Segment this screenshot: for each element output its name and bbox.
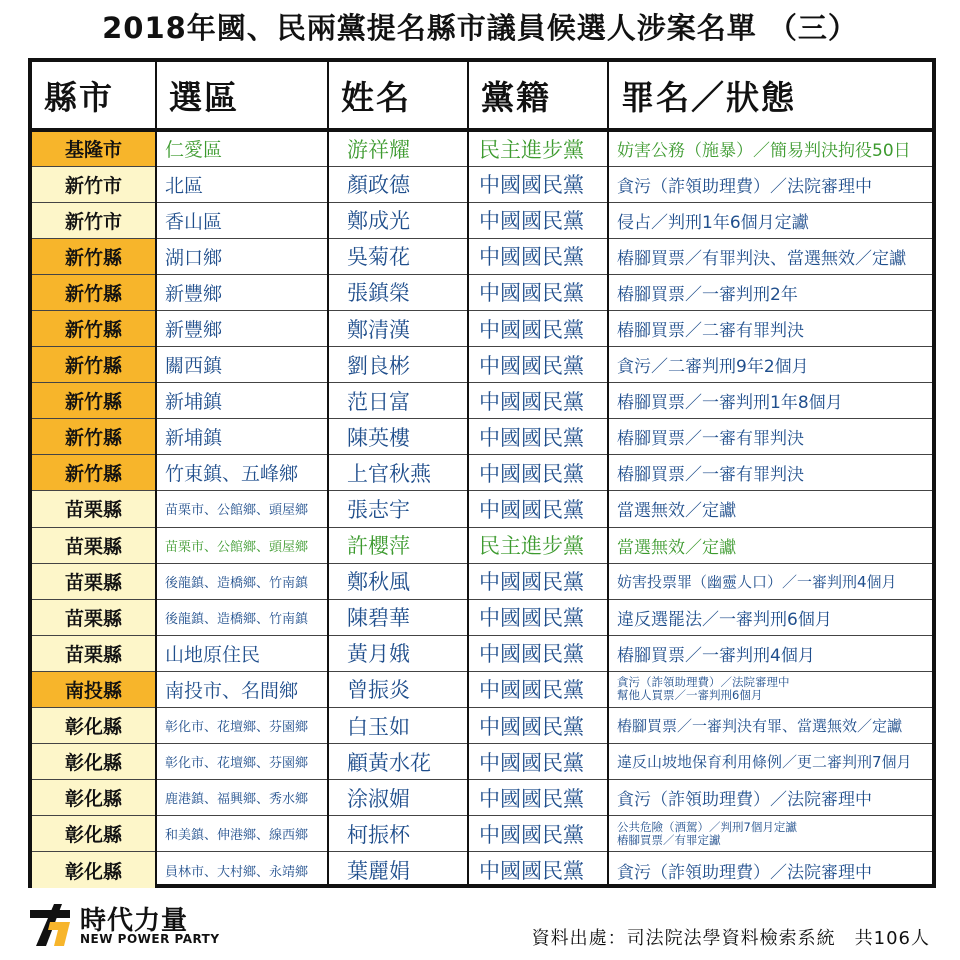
party-cell: 中國國民黨 bbox=[468, 816, 608, 852]
district-cell: 彰化市、花壇鄉、芬園鄉 bbox=[156, 708, 328, 744]
candidate-name-cell: 柯振杯 bbox=[328, 816, 468, 852]
candidate-name-cell: 許櫻萍 bbox=[328, 527, 468, 563]
charge-line: 侵占／判刑1年6個月定讞 bbox=[617, 212, 809, 233]
candidate-name-cell: 陳英樓 bbox=[328, 419, 468, 455]
candidate-name-cell: 劉良彬 bbox=[328, 347, 468, 383]
candidate-name-cell: 鄭秋風 bbox=[328, 563, 468, 599]
charge-line: 樁腳買票／一審判刑4個月 bbox=[617, 645, 815, 666]
candidate-name-cell: 曾振炎 bbox=[328, 671, 468, 707]
charge-status-cell bbox=[608, 347, 932, 383]
party-cell: 中國國民黨 bbox=[468, 455, 608, 491]
charge-line: 貪污／二審判刑9年2個月 bbox=[617, 357, 809, 378]
party-cell: 中國國民黨 bbox=[468, 202, 608, 238]
charge-status-cell bbox=[608, 852, 932, 888]
county-cell: 彰化縣 bbox=[32, 744, 156, 780]
table-body bbox=[32, 130, 932, 888]
county-cell: 彰化縣 bbox=[32, 816, 156, 852]
charge-line: 樁腳買票／有罪定讞 bbox=[617, 832, 721, 847]
table-row bbox=[32, 563, 932, 599]
party-cell: 中國國民黨 bbox=[468, 635, 608, 671]
charge-status-cell bbox=[608, 130, 932, 166]
district-cell: 新豐鄉 bbox=[156, 310, 328, 346]
party-cell: 民主進步黨 bbox=[468, 130, 608, 166]
charge-line: 當選無效／定讞 bbox=[617, 537, 736, 558]
logo-english-name: NEW POWER PARTY bbox=[80, 932, 220, 946]
party-cell: 中國國民黨 bbox=[468, 780, 608, 816]
candidate-name-cell: 張鎮榮 bbox=[328, 274, 468, 310]
district-cell: 湖口鄉 bbox=[156, 238, 328, 274]
district-cell: 南投市、名間鄉 bbox=[156, 671, 328, 707]
charge-status-cell bbox=[608, 455, 932, 491]
charge-status-cell bbox=[608, 274, 932, 310]
party-cell: 中國國民黨 bbox=[468, 563, 608, 599]
district-cell: 苗栗市、公館鄉、頭屋鄉 bbox=[156, 527, 328, 563]
party-cell: 中國國民黨 bbox=[468, 166, 608, 202]
table-row bbox=[32, 202, 932, 238]
candidate-name-cell: 葉麗娟 bbox=[328, 852, 468, 888]
candidate-name-cell: 上官秋燕 bbox=[328, 455, 468, 491]
party-cell: 中國國民黨 bbox=[468, 419, 608, 455]
table-row bbox=[32, 383, 932, 419]
table-row bbox=[32, 238, 932, 274]
party-cell: 中國國民黨 bbox=[468, 599, 608, 635]
table-row bbox=[32, 419, 932, 455]
county-cell: 苗栗縣 bbox=[32, 599, 156, 635]
table-row bbox=[32, 491, 932, 527]
charge-line: 樁腳買票／有罪判決、當選無效／定讞 bbox=[617, 248, 906, 269]
candidate-name-cell: 范日富 bbox=[328, 383, 468, 419]
candidate-name-cell: 顧黃水花 bbox=[328, 744, 468, 780]
candidate-name-cell: 鄭成光 bbox=[328, 202, 468, 238]
party-cell: 中國國民黨 bbox=[468, 491, 608, 527]
county-cell: 南投縣 bbox=[32, 671, 156, 707]
charge-status-cell bbox=[608, 238, 932, 274]
charge-status-cell bbox=[608, 708, 932, 744]
charge-line: 貪污（詐領助理費）／法院審理中 bbox=[617, 862, 872, 883]
charge-line: 樁腳買票／一審有罪判決 bbox=[617, 429, 804, 450]
county-cell: 苗栗縣 bbox=[32, 491, 156, 527]
table-row bbox=[32, 274, 932, 310]
party-cell: 中國國民黨 bbox=[468, 708, 608, 744]
charge-line: 妨害投票罪（幽靈人口）／一審判刑4個月 bbox=[617, 572, 897, 591]
candidate-name-cell: 顏政德 bbox=[328, 166, 468, 202]
district-cell: 竹東鎮、五峰鄉 bbox=[156, 455, 328, 491]
page-title: 2018年國、民兩黨提名縣市議員候選人涉案名單 （三） bbox=[102, 11, 858, 45]
charge-status-cell bbox=[608, 635, 932, 671]
charge-status-cell bbox=[608, 310, 932, 346]
party-cell: 中國國民黨 bbox=[468, 852, 608, 888]
charge-line: 樁腳買票／一審判刑1年8個月 bbox=[617, 393, 843, 414]
charge-status-cell bbox=[608, 780, 932, 816]
county-cell: 新竹縣 bbox=[32, 455, 156, 491]
party-cell: 中國國民黨 bbox=[468, 238, 608, 274]
county-cell: 彰化縣 bbox=[32, 780, 156, 816]
charge-line: 樁腳買票／一審判決有罪、當選無效／定讞 bbox=[617, 717, 903, 736]
new-power-party-logo-icon bbox=[28, 902, 74, 948]
party-cell: 中國國民黨 bbox=[468, 744, 608, 780]
district-cell: 彰化市、花壇鄉、芬園鄉 bbox=[156, 744, 328, 780]
county-cell: 新竹市 bbox=[32, 202, 156, 238]
county-cell: 新竹市 bbox=[32, 166, 156, 202]
candidate-name-cell: 陳碧華 bbox=[328, 599, 468, 635]
table-row bbox=[32, 455, 932, 491]
table-row bbox=[32, 599, 932, 635]
district-cell: 員林市、大村鄉、永靖鄉 bbox=[156, 852, 328, 888]
table-row bbox=[32, 166, 932, 202]
district-cell: 仁愛區 bbox=[156, 130, 328, 166]
district-cell: 和美鎮、伸港鄉、線西鄉 bbox=[156, 816, 328, 852]
charge-status-cell bbox=[608, 744, 932, 780]
party-cell: 中國國民黨 bbox=[468, 274, 608, 310]
header-county: 縣市 bbox=[32, 62, 156, 130]
party-logo bbox=[28, 898, 248, 954]
table-row bbox=[32, 347, 932, 383]
charge-line: 貪污（詐領助理費）／法院審理中 bbox=[617, 675, 790, 690]
table-row bbox=[32, 310, 932, 346]
charge-status-cell bbox=[608, 527, 932, 563]
candidate-name-cell: 白玉如 bbox=[328, 708, 468, 744]
county-cell: 苗栗縣 bbox=[32, 563, 156, 599]
party-cell: 中國國民黨 bbox=[468, 347, 608, 383]
county-cell: 新竹縣 bbox=[32, 310, 156, 346]
charge-line: 樁腳買票／一審判刑2年 bbox=[617, 284, 798, 305]
charge-status-cell bbox=[608, 419, 932, 455]
district-cell: 鹿港鎮、福興鄉、秀水鄉 bbox=[156, 780, 328, 816]
charge-line: 貪污（詐領助理費）／法院審理中 bbox=[617, 176, 872, 197]
table-header-row bbox=[32, 62, 932, 130]
district-cell: 新埔鎮 bbox=[156, 419, 328, 455]
charge-line: 妨害公務（施暴）／簡易判決拘役50日 bbox=[617, 141, 911, 162]
county-cell: 彰化縣 bbox=[32, 852, 156, 888]
charge-status-cell bbox=[608, 563, 932, 599]
charge-line: 樁腳買票／二審有罪判決 bbox=[617, 321, 804, 342]
table-row bbox=[32, 527, 932, 563]
district-cell: 山地原住民 bbox=[156, 635, 328, 671]
candidate-table bbox=[32, 62, 932, 888]
table-row bbox=[32, 816, 932, 852]
candidate-table-frame bbox=[28, 58, 936, 888]
data-source-note: 資料出處：司法院法學資料檢索系統 共106人 bbox=[531, 928, 930, 949]
candidate-name-cell: 鄭清漢 bbox=[328, 310, 468, 346]
charge-line: 違反選罷法／一審判刑6個月 bbox=[617, 609, 832, 630]
county-cell: 苗栗縣 bbox=[32, 527, 156, 563]
charge-status-cell bbox=[608, 671, 932, 707]
table-row bbox=[32, 671, 932, 707]
county-cell: 彰化縣 bbox=[32, 708, 156, 744]
charge-line: 當選無效／定讞 bbox=[617, 501, 736, 522]
district-cell: 北區 bbox=[156, 166, 328, 202]
county-cell: 基隆市 bbox=[32, 130, 156, 166]
charge-line: 公共危險（酒駕）／判刑7個月定讞 bbox=[617, 819, 797, 834]
party-cell: 民主進步黨 bbox=[468, 527, 608, 563]
charge-status-cell bbox=[608, 816, 932, 852]
charge-line: 幫他人買票／一審判刑6個月 bbox=[617, 688, 763, 703]
county-cell: 新竹縣 bbox=[32, 419, 156, 455]
district-cell: 香山區 bbox=[156, 202, 328, 238]
header-charge-status: 罪名／狀態 bbox=[608, 62, 932, 130]
party-cell: 中國國民黨 bbox=[468, 671, 608, 707]
header-party: 黨籍 bbox=[468, 62, 608, 130]
table-row bbox=[32, 744, 932, 780]
table-row bbox=[32, 130, 932, 166]
charge-status-cell bbox=[608, 599, 932, 635]
charge-status-cell bbox=[608, 166, 932, 202]
charge-status-cell bbox=[608, 383, 932, 419]
charge-line: 貪污（詐領助理費）／法院審理中 bbox=[617, 790, 872, 811]
charge-status-cell bbox=[608, 202, 932, 238]
candidate-name-cell: 游祥耀 bbox=[328, 130, 468, 166]
table-row bbox=[32, 780, 932, 816]
table-row bbox=[32, 852, 932, 888]
district-cell: 苗栗市、公館鄉、頭屋鄉 bbox=[156, 491, 328, 527]
district-cell: 關西鎮 bbox=[156, 347, 328, 383]
party-cell: 中國國民黨 bbox=[468, 383, 608, 419]
county-cell: 新竹縣 bbox=[32, 347, 156, 383]
charge-status-cell bbox=[608, 491, 932, 527]
district-cell: 後龍鎮、造橋鄉、竹南鎮 bbox=[156, 563, 328, 599]
logo-chinese-name: 時代力量 bbox=[80, 906, 189, 936]
table-row bbox=[32, 635, 932, 671]
candidate-name-cell: 張志宇 bbox=[328, 491, 468, 527]
party-cell: 中國國民黨 bbox=[468, 310, 608, 346]
candidate-name-cell: 涂淑媚 bbox=[328, 780, 468, 816]
county-cell: 新竹縣 bbox=[32, 238, 156, 274]
candidate-name-cell: 吳菊花 bbox=[328, 238, 468, 274]
county-cell: 新竹縣 bbox=[32, 383, 156, 419]
header-district: 選區 bbox=[156, 62, 328, 130]
county-cell: 新竹縣 bbox=[32, 274, 156, 310]
district-cell: 新埔鎮 bbox=[156, 383, 328, 419]
charge-line: 違反山坡地保育利用條例／更二審判刑7個月 bbox=[617, 753, 912, 772]
header-name: 姓名 bbox=[328, 62, 468, 130]
district-cell: 新豐鄉 bbox=[156, 274, 328, 310]
candidate-name-cell: 黃月娥 bbox=[328, 635, 468, 671]
table-row bbox=[32, 708, 932, 744]
district-cell: 後龍鎮、造橋鄉、竹南鎮 bbox=[156, 599, 328, 635]
charge-line: 樁腳買票／一審有罪判決 bbox=[617, 465, 804, 486]
county-cell: 苗栗縣 bbox=[32, 635, 156, 671]
